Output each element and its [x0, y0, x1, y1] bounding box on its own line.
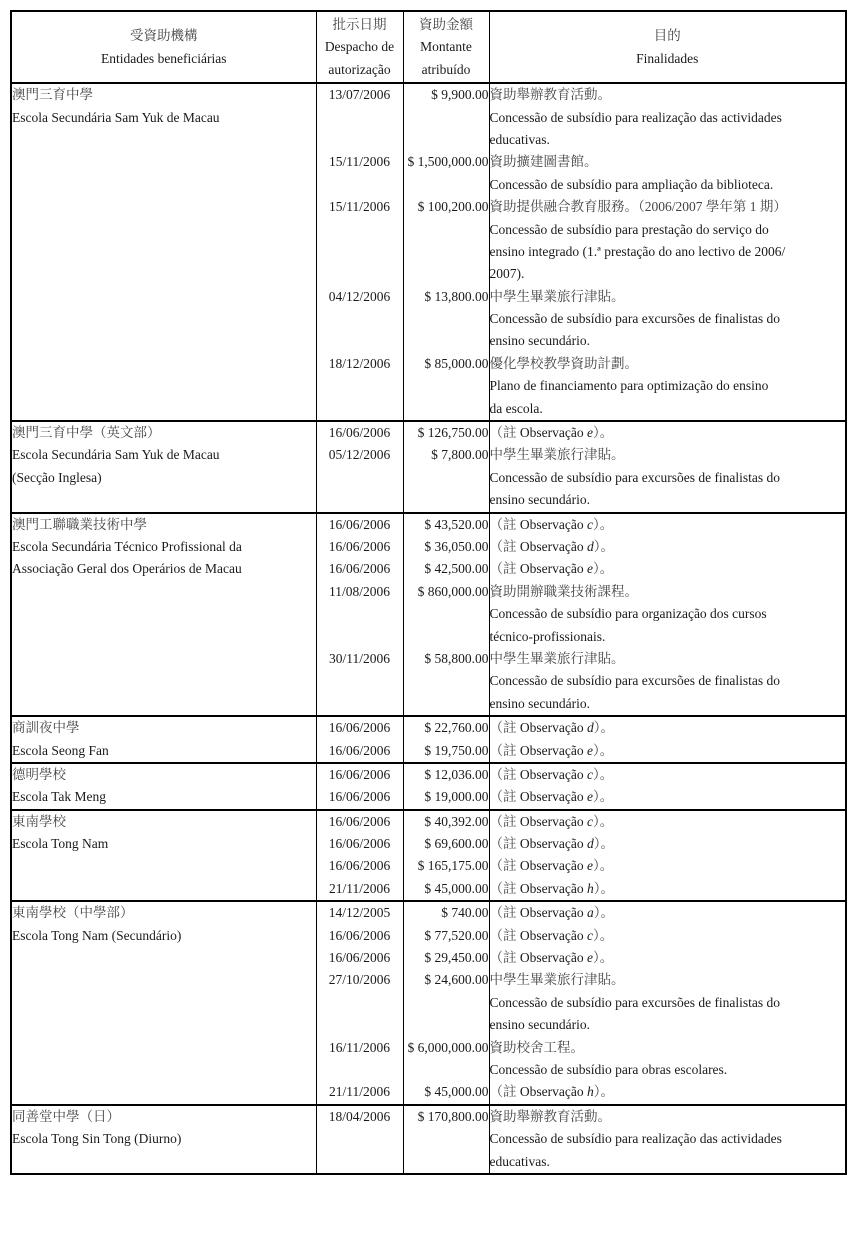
grant-date: 16/06/2006	[328, 538, 391, 554]
spacer	[404, 219, 489, 241]
spacer	[317, 308, 403, 330]
entity-cell	[11, 763, 316, 810]
grant-date: 21/11/2006	[328, 880, 390, 896]
grant-date: 16/06/2006	[328, 742, 391, 758]
grant-amount: $ 85,000.00	[424, 355, 489, 371]
header-amount-pt2: atribuído	[421, 61, 471, 77]
obs-letter: e	[586, 561, 593, 577]
purpose-text: 中學生畢業旅行津貼。	[489, 972, 625, 988]
obs-close: ）。	[592, 561, 614, 577]
header-purpose-zh: 目的	[653, 28, 681, 44]
grant-amount: $ 165,175.00	[417, 858, 489, 874]
obs-open: （註	[489, 813, 520, 829]
obs-open: （註	[489, 720, 520, 736]
spacer	[404, 241, 489, 263]
obs-close: ）。	[592, 766, 614, 782]
spacer	[317, 330, 403, 352]
entity-name-pt: Escola Secundária Sam Yuk de Macau	[12, 109, 220, 125]
purpose-cell	[489, 83, 846, 421]
amount-cell	[403, 901, 489, 1105]
grant-amount: $ 45,000.00	[424, 880, 489, 896]
grant-date: 04/12/2006	[328, 288, 391, 304]
purpose-cell	[489, 1105, 846, 1174]
spacer	[317, 670, 403, 692]
header-amount	[403, 11, 489, 83]
obs-word: Observação	[519, 742, 587, 758]
spacer	[317, 129, 403, 151]
obs-open: （註	[489, 950, 520, 966]
spacer	[317, 603, 403, 625]
grant-date: 21/11/2006	[328, 1084, 390, 1100]
table-row	[11, 763, 846, 810]
grant-amount: $ 43,520.00	[424, 516, 489, 532]
observation-note	[490, 878, 846, 900]
obs-word: Observação	[519, 836, 587, 852]
date-cell	[316, 810, 403, 902]
obs-letter: h	[586, 880, 594, 896]
grant-date: 16/06/2006	[328, 789, 391, 805]
table-row	[11, 901, 846, 1105]
grant-amount: $ 100,200.00	[417, 199, 489, 215]
header-date-pt2: autorização	[328, 61, 391, 77]
grant-amount: $ 13,800.00	[424, 288, 489, 304]
obs-word: Observação	[519, 880, 587, 896]
obs-letter: a	[586, 905, 594, 921]
spacer	[317, 107, 403, 129]
observation-note	[490, 558, 846, 580]
grant-amount: $ 45,000.00	[424, 1084, 489, 1100]
grant-amount: $ 24,600.00	[424, 972, 489, 988]
spacer	[317, 174, 403, 196]
grant-amount: $ 77,520.00	[424, 927, 489, 943]
purpose-cell	[489, 421, 846, 513]
purpose-text: 資助擴建圖書館。	[489, 154, 598, 170]
spacer	[317, 1151, 403, 1173]
purpose-text: técnico-profissionais.	[489, 628, 606, 644]
header-purpose	[489, 11, 846, 83]
observation-note	[490, 902, 846, 924]
purpose-cell	[489, 513, 846, 717]
spacer	[317, 1059, 403, 1081]
obs-letter: d	[586, 538, 594, 554]
observation-note	[490, 786, 846, 808]
obs-letter: c	[586, 516, 593, 532]
entity-cell	[11, 513, 316, 717]
date-cell	[316, 716, 403, 763]
obs-word: Observação	[519, 561, 587, 577]
purpose-text: 資助舉辦教育活動。	[489, 1108, 611, 1124]
spacer	[404, 129, 489, 151]
table-row	[11, 83, 846, 421]
observation-note	[490, 536, 846, 558]
obs-open: （註	[489, 1084, 520, 1100]
purpose-text: Concessão de subsídio para organização dos cursos	[489, 606, 767, 622]
obs-open: （註	[489, 858, 520, 874]
spacer	[404, 375, 489, 397]
table-row	[11, 1105, 846, 1174]
obs-close: ）。	[593, 720, 614, 736]
header-entity-pt: Entidades beneficiárias	[100, 50, 227, 66]
grant-amount: $ 22,760.00	[424, 720, 489, 736]
purpose-text: 中學生畢業旅行津貼。	[489, 447, 625, 463]
entity-cell	[11, 421, 316, 513]
purpose-text: Concessão de subsídio para ampliação da biblioteca.	[489, 176, 774, 192]
entity-name-pt: Escola Tong Nam	[12, 836, 109, 852]
spacer	[404, 308, 489, 330]
obs-word: Observação	[519, 813, 587, 829]
spacer	[404, 1128, 489, 1150]
obs-word: Observação	[519, 1084, 587, 1100]
obs-open: （註	[489, 538, 520, 554]
purpose-text: da escola.	[489, 400, 543, 416]
entity-name-zh: 同善堂中學（日）	[12, 1108, 120, 1124]
spacer	[404, 467, 489, 489]
purpose-text: ensino secundário.	[489, 333, 590, 349]
purpose-text: 中學生畢業旅行津貼。	[489, 288, 625, 304]
header-date	[316, 11, 403, 83]
purpose-text: Concessão de subsídio para realização das actividades	[489, 109, 782, 125]
obs-close: ）。	[592, 789, 614, 805]
header-date-zh: 批示日期	[332, 17, 387, 32]
obs-close: ）。	[593, 836, 614, 852]
grant-date: 16/06/2006	[328, 720, 391, 736]
grant-date: 16/06/2006	[328, 858, 391, 874]
purpose-cell	[489, 763, 846, 810]
observation-note	[490, 764, 846, 786]
obs-close: ）。	[592, 858, 614, 874]
obs-open: （註	[489, 836, 520, 852]
grant-amount: $ 29,450.00	[424, 950, 489, 966]
grant-amount: $ 58,800.00	[424, 650, 489, 666]
purpose-cell	[489, 901, 846, 1105]
header-date-pt1: Despacho de	[324, 39, 395, 55]
grant-amount: $ 36,050.00	[424, 538, 489, 554]
grant-date: 16/06/2006	[328, 516, 391, 532]
purpose-text: Concessão de subsídio para excursões de finalistas do	[489, 469, 781, 485]
obs-close: ）。	[592, 516, 614, 532]
obs-open: （註	[489, 742, 520, 758]
entity-name-pt: Escola Tong Sin Tong (Diurno)	[12, 1131, 182, 1147]
purpose-cell	[489, 810, 846, 902]
grants-table	[10, 10, 847, 1175]
purpose-text: Concessão de subsídio para prestação do serviço do	[489, 221, 769, 237]
grant-date: 11/08/2006	[328, 583, 390, 599]
observation-note	[490, 811, 846, 833]
entity-name-zh: 澳門三育中學（英文部）	[12, 425, 161, 441]
amount-cell	[403, 421, 489, 513]
spacer	[317, 626, 403, 648]
observation-note	[490, 833, 846, 855]
entity-cell	[11, 1105, 316, 1174]
grant-date: 30/11/2006	[328, 650, 390, 666]
obs-open: （註	[489, 425, 520, 441]
grant-amount: $ 7,800.00	[431, 447, 489, 463]
obs-close: ）。	[592, 425, 614, 441]
grant-amount: $ 740.00	[441, 905, 489, 921]
entity-cell	[11, 83, 316, 421]
grant-amount: $ 9,900.00	[431, 87, 489, 103]
obs-close: ）。	[592, 742, 614, 758]
obs-open: （註	[489, 880, 520, 896]
grant-date: 05/12/2006	[328, 447, 391, 463]
date-cell	[316, 83, 403, 421]
purpose-cell	[489, 716, 846, 763]
grant-amount: $ 42,500.00	[424, 561, 489, 577]
obs-word: Observação	[519, 927, 587, 943]
entity-name-pt: Escola Seong Fan	[12, 742, 109, 758]
purpose-text: ensino secundário.	[489, 695, 590, 711]
grant-date: 16/06/2006	[328, 766, 391, 782]
entity-cell	[11, 716, 316, 763]
spacer	[404, 626, 489, 648]
entity-name-zh: 澳門工聯職業技術中學	[12, 516, 147, 532]
date-cell	[316, 763, 403, 810]
amount-cell	[403, 716, 489, 763]
entity-name-pt: Associação Geral dos Operários de Macau	[12, 561, 242, 577]
spacer	[317, 1014, 403, 1036]
obs-word: Observação	[519, 425, 587, 441]
observation-note	[490, 740, 846, 762]
obs-letter: e	[586, 950, 593, 966]
grant-date: 14/12/2005	[328, 905, 391, 921]
obs-close: ）。	[592, 813, 614, 829]
obs-close: ）。	[592, 950, 614, 966]
spacer	[404, 670, 489, 692]
entity-name-zh: 德明學校	[12, 766, 66, 782]
header-amount-zh: 資助金額	[419, 17, 473, 32]
obs-word: Observação	[519, 516, 587, 532]
entity-cell	[11, 901, 316, 1105]
obs-word: Observação	[519, 905, 587, 921]
obs-letter: c	[586, 813, 593, 829]
obs-letter: d	[586, 836, 594, 852]
observation-note	[490, 947, 846, 969]
purpose-text: ensino secundário.	[489, 492, 590, 508]
entity-name-pt: Escola Tak Meng	[12, 789, 107, 805]
purpose-text: Concessão de subsídio para excursões de finalistas do	[489, 311, 781, 327]
obs-open: （註	[489, 766, 520, 782]
spacer	[317, 467, 403, 489]
entity-name-pt: Escola Tong Nam (Secundário)	[12, 927, 182, 943]
spacer	[404, 1014, 489, 1036]
purpose-text: educativas.	[489, 1153, 550, 1169]
purpose-text: 資助校舍工程。	[489, 1039, 584, 1055]
spacer	[317, 375, 403, 397]
obs-close: ）。	[593, 880, 614, 896]
grant-amount: $ 12,036.00	[424, 766, 489, 782]
obs-open: （註	[489, 516, 520, 532]
spacer	[404, 489, 489, 511]
obs-letter: h	[586, 1084, 594, 1100]
purpose-text: ensino integrado (1.ª prestação do ano lectivo de 2006/	[489, 243, 786, 259]
obs-close: ）。	[593, 905, 614, 921]
grant-date: 18/12/2006	[328, 355, 391, 371]
entity-cell	[11, 810, 316, 902]
purpose-text: 資助舉辦教育活動。	[489, 87, 611, 103]
spacer	[404, 107, 489, 129]
spacer	[317, 1128, 403, 1150]
obs-open: （註	[489, 927, 520, 943]
grant-amount: $ 170,800.00	[417, 1108, 489, 1124]
obs-letter: e	[586, 425, 593, 441]
grant-date: 16/06/2006	[328, 813, 391, 829]
spacer	[317, 241, 403, 263]
spacer	[404, 174, 489, 196]
entity-name-zh: 東南學校	[12, 813, 66, 829]
obs-letter: e	[586, 858, 593, 874]
spacer	[404, 603, 489, 625]
spacer	[404, 1059, 489, 1081]
obs-close: ）。	[593, 1084, 614, 1100]
entity-name-zh: 商訓夜中學	[12, 720, 80, 736]
amount-cell	[403, 83, 489, 421]
purpose-text: 資助開辦職業技術課程。	[489, 583, 638, 599]
amount-cell	[403, 763, 489, 810]
entity-name-pt: Escola Secundária Sam Yuk de Macau	[12, 447, 220, 463]
grant-amount: $ 1,500,000.00	[407, 154, 489, 170]
spacer	[317, 219, 403, 241]
observation-note	[490, 855, 846, 877]
grant-date: 16/11/2006	[328, 1039, 390, 1055]
grant-date: 16/06/2006	[328, 836, 391, 852]
amount-cell	[403, 1105, 489, 1174]
spacer	[317, 398, 403, 420]
entity-name-pt: Escola Secundária Técnico Profissional da	[12, 538, 242, 554]
spacer	[317, 992, 403, 1014]
obs-open: （註	[489, 789, 520, 805]
table-row	[11, 421, 846, 513]
entity-name-zh: 東南學校（中學部）	[12, 905, 134, 921]
header-purpose-pt: Finalidades	[636, 50, 699, 66]
obs-letter: c	[586, 927, 593, 943]
obs-letter: d	[586, 720, 594, 736]
purpose-text: Concessão de subsídio para excursões de finalistas do	[489, 673, 781, 689]
grant-date: 16/06/2006	[328, 950, 391, 966]
date-cell	[316, 513, 403, 717]
spacer	[404, 1151, 489, 1173]
spacer	[404, 693, 489, 715]
observation-note	[490, 422, 846, 444]
obs-open: （註	[489, 905, 520, 921]
spacer	[404, 992, 489, 1014]
obs-letter: e	[586, 789, 593, 805]
obs-close: ）。	[593, 538, 614, 554]
obs-close: ）。	[592, 927, 614, 943]
spacer	[404, 330, 489, 352]
grant-amount: $ 860,000.00	[417, 583, 489, 599]
date-cell	[316, 1105, 403, 1174]
obs-word: Observação	[519, 720, 587, 736]
grant-amount: $ 6,000,000.00	[407, 1039, 489, 1055]
grant-date: 13/07/2006	[328, 87, 391, 103]
table-row	[11, 810, 846, 902]
purpose-text: 中學生畢業旅行津貼。	[489, 650, 625, 666]
purpose-text: 2007).	[489, 266, 525, 282]
grant-amount: $ 19,750.00	[424, 742, 489, 758]
obs-letter: e	[586, 742, 593, 758]
header-entity-zh: 受資助機構	[130, 28, 198, 44]
observation-note	[490, 1081, 846, 1103]
grant-date: 27/10/2006	[328, 972, 391, 988]
obs-word: Observação	[519, 858, 587, 874]
purpose-text: 優化學校教學資助計劃。	[489, 355, 638, 371]
entity-name-pt: (Secção Inglesa)	[12, 469, 102, 485]
purpose-text: Plano de financiamento para optimização do ensino	[489, 378, 769, 394]
purpose-text: 資助提供融合教育服務。（2006/2007 學年第 1 期）	[489, 199, 787, 215]
obs-word: Observação	[519, 950, 587, 966]
purpose-text: educativas.	[489, 131, 550, 147]
date-cell	[316, 421, 403, 513]
entity-name-zh: 澳門三育中學	[12, 87, 93, 103]
observation-note	[490, 925, 846, 947]
grant-amount: $ 40,392.00	[424, 813, 489, 829]
grant-amount: $ 126,750.00	[417, 425, 489, 441]
grant-date: 16/06/2006	[328, 561, 391, 577]
grant-date: 16/06/2006	[328, 425, 391, 441]
grant-amount: $ 69,600.00	[424, 836, 489, 852]
spacer	[404, 398, 489, 420]
obs-word: Observação	[519, 538, 587, 554]
obs-word: Observação	[519, 789, 587, 805]
observation-note	[490, 717, 846, 739]
grants-body	[11, 83, 846, 1174]
amount-cell	[403, 810, 489, 902]
grant-amount: $ 19,000.00	[424, 789, 489, 805]
obs-word: Observação	[519, 766, 587, 782]
header-amount-pt1: Montante	[420, 39, 472, 55]
obs-letter: c	[586, 766, 593, 782]
purpose-text: Concessão de subsídio para obras escolares.	[489, 1061, 728, 1077]
table-row	[11, 513, 846, 717]
header-entity	[11, 11, 316, 83]
purpose-text: ensino secundário.	[489, 1017, 590, 1033]
obs-open: （註	[489, 561, 520, 577]
spacer	[317, 263, 403, 285]
grant-date: 18/04/2006	[328, 1108, 391, 1124]
grant-date: 15/11/2006	[328, 199, 390, 215]
purpose-text: Concessão de subsídio para excursões de finalistas do	[489, 994, 781, 1010]
spacer	[317, 693, 403, 715]
spacer	[317, 489, 403, 511]
grant-date: 15/11/2006	[328, 154, 390, 170]
date-cell	[316, 901, 403, 1105]
observation-note	[490, 514, 846, 536]
header-row	[11, 11, 846, 83]
grant-date: 16/06/2006	[328, 927, 391, 943]
purpose-text: Concessão de subsídio para realização das actividades	[489, 1131, 782, 1147]
table-row	[11, 716, 846, 763]
spacer	[404, 263, 489, 285]
amount-cell	[403, 513, 489, 717]
